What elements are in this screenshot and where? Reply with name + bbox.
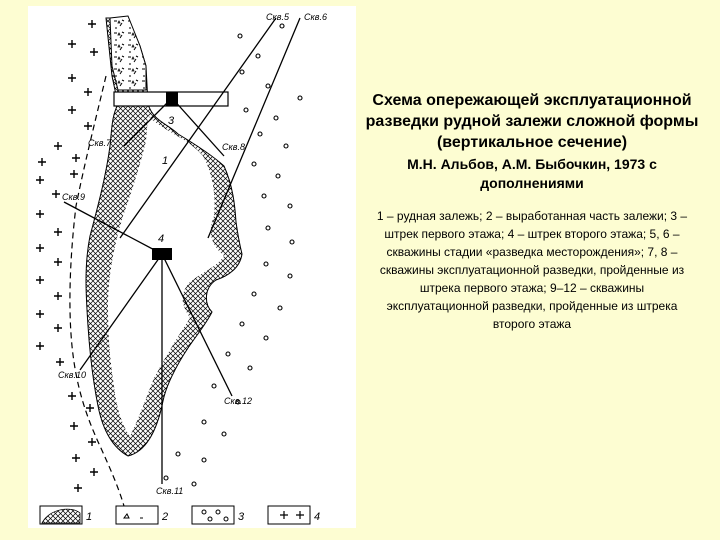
caption-title: Схема опережающей эксплуатационной разведки рудной залежи сложной формы (вертикальное сечение) <box>365 92 699 151</box>
well-9-label: Скв.9 <box>62 192 85 202</box>
drift-level-1-block <box>166 92 178 106</box>
caption-block <box>364 90 700 333</box>
mined-out-area <box>110 16 146 90</box>
well-11-label: Скв.11 <box>156 486 184 496</box>
diagram-figure <box>28 6 356 528</box>
well-8-label: Скв.8 <box>222 142 245 152</box>
legend-number-2: 2 <box>162 511 169 523</box>
well-6 <box>208 18 300 238</box>
well-12-label: Скв.12 <box>224 396 252 406</box>
legend-number-3: 3 <box>238 511 245 523</box>
ore-body-number: 1 <box>162 155 169 167</box>
legend-number-1: 1 <box>86 511 93 523</box>
well-7-label: Скв.7 <box>88 138 111 148</box>
drift-level-1-number: 3 <box>168 115 175 127</box>
diagram-legend <box>40 506 320 524</box>
legend-number-4: 4 <box>314 511 321 523</box>
well-6-label: Скв.6 <box>304 12 327 22</box>
well-5-label: Скв.5 <box>266 12 289 22</box>
caption-authors: М.Н. Альбов, А.М. Быбочкин, 1973 с дополнениями <box>407 156 657 191</box>
drift-level-2-number: 4 <box>158 233 165 245</box>
caption-legend: 1 – рудная залежь; 2 – выработанная часть залежи; 3 – штрек первого этажа; 4 – штрек второго этажа; 5, 6 – скважины стадии «разведка месторождения»; 7, 8 – скважины эксплуатационной разведки, пройденные из штрека первого этажа; 9–12 – скважины эксплуатационной разведки, пройденные из штрека второго этажа <box>376 209 688 331</box>
well-10-label: Скв.10 <box>58 370 86 380</box>
geologic-section-svg <box>28 6 356 528</box>
